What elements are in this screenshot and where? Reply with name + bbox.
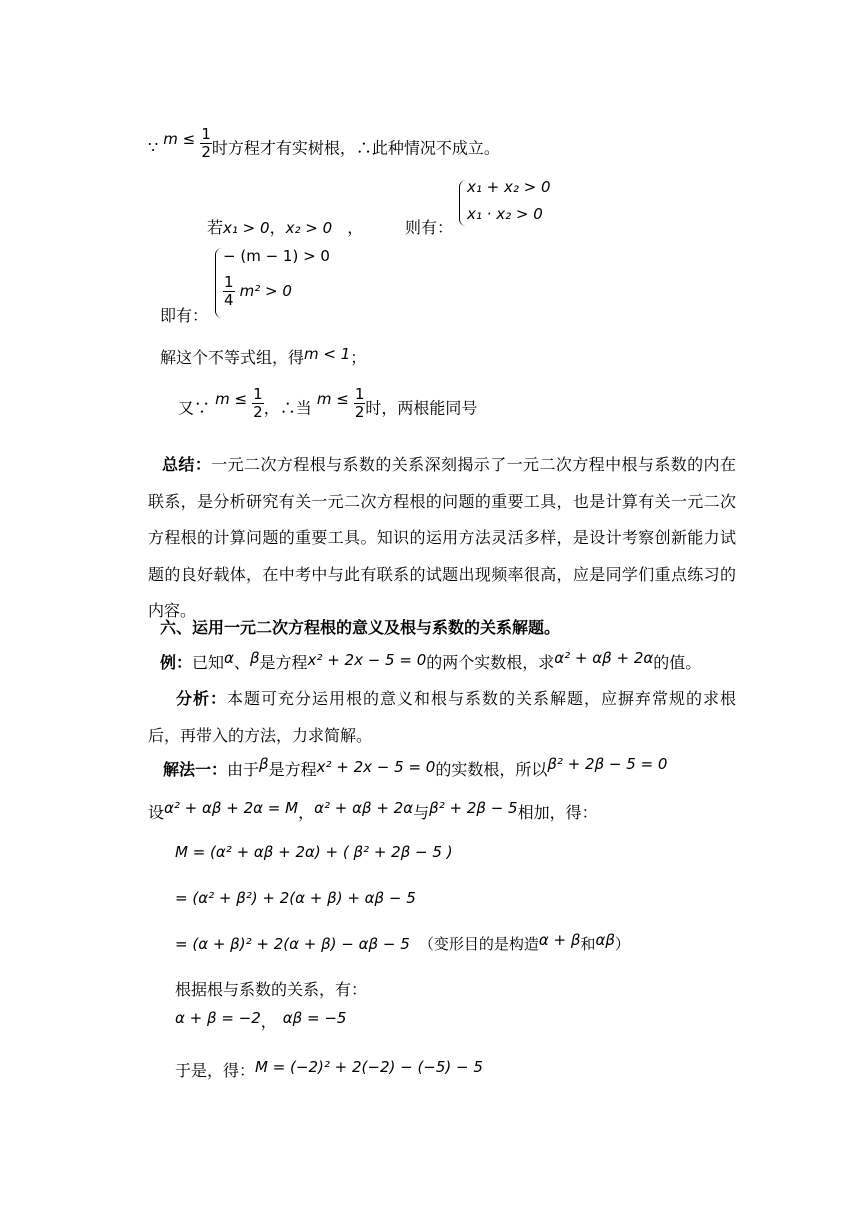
alpha-expression: α² + αβ + 2α (314, 799, 414, 817)
example-label: 例： (160, 653, 193, 672)
step3-note: （变形目的是构造 (418, 935, 539, 953)
fraction-quarter (223, 274, 235, 308)
summary-text: 一元二次方程根与系数的关系深刻揭示了一元二次方程中根与系数的内在联系，是分析研究有关一元二次方程根的问题的重要工具，也是计算有关一元二次方程根的计算问题的重要工具。知识的运用方法灵活多样，是设计考察创新能力试题的良好载体，在中考中与此有联系的试题出现频率很高，应是同学们重点练习的内容。 (148, 455, 736, 620)
relation-values (175, 1005, 347, 1031)
if-label: 若 (207, 218, 224, 237)
solution-text: 是方程 (268, 760, 317, 779)
example-text: 已知 (192, 653, 225, 672)
beta-equation: β² + 2β − 5 = 0 (547, 755, 668, 773)
set-line (148, 800, 598, 823)
quadratic-equation: x² + 2x − 5 = 0 (307, 651, 427, 669)
product-value: αβ = −5 (282, 1009, 347, 1027)
example-text: 、 (233, 653, 250, 672)
solution1-line (163, 757, 667, 780)
step-2: = (α² + β²) + 2(α + β) + αβ − 5 (175, 889, 416, 907)
set-text: 设 (148, 803, 165, 822)
target-expression: α² + αβ + 2α (554, 649, 654, 667)
relation-text: 根据根与系数的关系，有： (175, 980, 368, 999)
sum-value: α + β = −2 (175, 1009, 261, 1027)
step3-expression: = (α + β)² + 2(α + β) − αβ − 5 (175, 935, 410, 953)
set-text: 相加，得： (517, 803, 598, 822)
step-1: M = (α² + αβ + 2α) + ( β² + 2β − 5 ) (175, 843, 453, 861)
separator: ， (260, 1012, 277, 1031)
set-expression: α² + αβ + 2α = M (164, 799, 299, 817)
fraction-numerator: 1 (253, 385, 263, 403)
then-label: 则有： (405, 218, 454, 237)
line-also-since (178, 385, 478, 424)
line3-label: 即有： (160, 306, 209, 325)
sum-expression: α + β (538, 931, 581, 949)
m-leq: m ≤ (163, 130, 196, 148)
summary-paragraph (148, 447, 736, 630)
fraction-half (200, 126, 212, 160)
example-text: 的两个实数根，求 (426, 653, 555, 672)
set-text: 与 (413, 803, 430, 822)
alpha-symbol: α (224, 649, 234, 667)
final-line (175, 1058, 483, 1081)
line-condition (148, 125, 500, 164)
example-text: 的值。 (653, 653, 702, 672)
beta-symbol: β (259, 755, 269, 773)
m-squared-positive: m² > 0 (239, 282, 292, 300)
step3-note: ） (614, 935, 630, 953)
summary-label: 总结： (162, 455, 212, 474)
final-text: 于是，得： (175, 1061, 256, 1080)
solution-text: 的实数根，所以 (435, 760, 548, 779)
beta-expression: β² + 2β − 5 (429, 799, 518, 817)
fraction-numerator: 1 (354, 385, 365, 403)
solution1-label: 解法一： (163, 760, 228, 779)
same-sign-text: 时，两根能同号 (365, 398, 478, 418)
fraction-denominator: 2 (201, 142, 211, 161)
fraction-half (252, 386, 264, 420)
product-expression: αβ (595, 931, 615, 949)
m-lt-1: m < 1 (304, 345, 351, 363)
system-brace-2 (215, 248, 222, 318)
therefore-when: ，∴当 (263, 398, 312, 418)
fraction-numerator: 1 (224, 273, 234, 291)
fraction-denominator: 2 (354, 402, 365, 421)
analysis-label: 分析： (176, 689, 227, 708)
also-since: 又∵ (178, 398, 211, 418)
analysis-paragraph (148, 681, 736, 754)
m-leq: m ≤ (316, 390, 349, 408)
cond-x2-positive: x₂ > 0 (285, 219, 333, 237)
m-leq: m ≤ (215, 390, 248, 408)
line-solve (160, 345, 366, 368)
because-symbol: ∵ (148, 137, 159, 157)
solution-text: 由于 (227, 760, 260, 779)
quadratic-equation: x² + 2x − 5 = 0 (316, 758, 436, 776)
system1-line1: x₁ + x₂ > 0 (467, 178, 551, 196)
step-3 (175, 933, 630, 954)
final-expression: M = (−2)² + 2(−2) − (−5) − 5 (255, 1058, 483, 1076)
example-line (160, 650, 701, 673)
set-text: ， (298, 803, 315, 822)
beta-symbol: β (249, 649, 260, 667)
line-if-positive (207, 215, 363, 238)
example-text: 是方程 (259, 653, 308, 672)
comma: ， (347, 218, 364, 237)
semicolon: ； (350, 348, 367, 367)
fraction-numerator: 1 (201, 125, 211, 143)
analysis-text: 本题可充分运用根的意义和根与系数的关系解题，应摒弃常规的求根后，再带入的方法，力求简解。 (148, 689, 736, 745)
system1-line2: x₁ · x₂ > 0 (467, 205, 543, 223)
fraction-denominator: 4 (224, 290, 234, 309)
section-heading: 六、运用一元二次方程根的意义及根与系数的关系解题。 (160, 618, 561, 637)
solve-text: 解这个不等式组，得 (160, 348, 305, 367)
system2-line1: − (m − 1) > 0 (223, 247, 330, 265)
fraction-denominator: 2 (253, 402, 263, 421)
fraction-half (354, 386, 366, 420)
separator: ， (269, 218, 286, 237)
line1-text: 时方程才有实树根，∴此种情况不成立。 (211, 138, 500, 158)
system2-line2 (223, 274, 292, 308)
cond-x1-positive: x₁ > 0 (223, 219, 270, 237)
system-brace-1 (459, 180, 466, 226)
step3-note: 和 (580, 935, 596, 953)
